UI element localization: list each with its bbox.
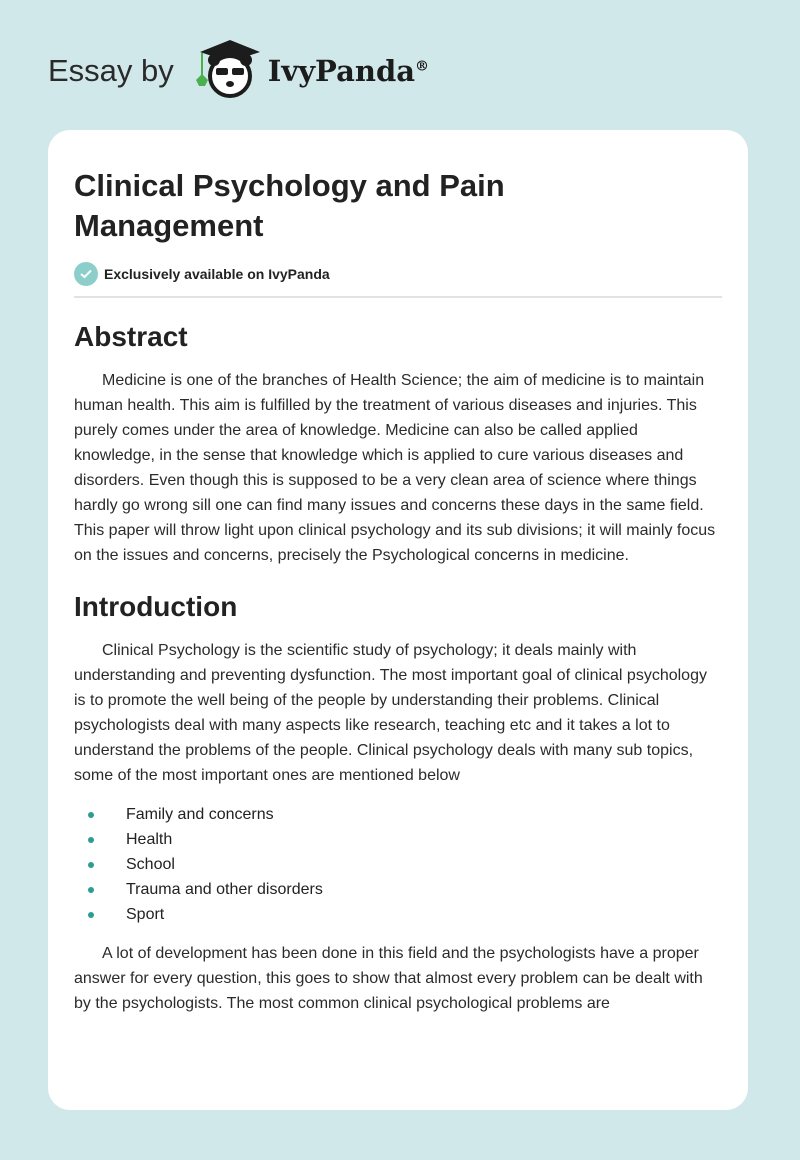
bullet-icon bbox=[88, 812, 94, 818]
site-header bbox=[48, 36, 429, 106]
check-icon bbox=[74, 262, 98, 286]
list-item-label: Health bbox=[126, 831, 173, 848]
registered-mark: ® bbox=[415, 58, 430, 75]
exclusive-label: Exclusively available on IvyPanda bbox=[104, 266, 330, 282]
list-item-label: Sport bbox=[126, 906, 165, 923]
paragraph: Medicine is one of the branches of Health Science; the aim of medicine is to maintain human health. This aim is fulfilled by the treatment of various diseases and injuries. This purely comes under the area of knowledge. Medicine can also be called applied knowledge, in the sense that knowledge which is applied to cure various diseases and disorders. Even though this is supposed to be a very clean area of science where things hardly go wrong sill one can find many issues and concerns these days in the same field. This paper will throw light upon clinical psychology and its sub divisions; it will mainly focus on the issues and concerns, precisely the Psychological concerns in medicine. bbox=[74, 372, 716, 564]
brand-name[interactable] bbox=[268, 54, 429, 88]
section-heading: Abstract bbox=[74, 321, 188, 352]
essay-title: Clinical Psychology and Pain Management bbox=[74, 168, 505, 243]
list-item-label: School bbox=[126, 856, 175, 873]
exclusive-badge bbox=[74, 262, 722, 286]
bullet-icon bbox=[88, 887, 94, 893]
paragraph: A lot of development has been done in this field and the psychologists have a proper answer for every question, this goes to show that almost every problem can be dealt with by the psychologists. The most common clinical psychological problems are bbox=[74, 945, 703, 1012]
list-item-label: Family and concerns bbox=[126, 806, 274, 823]
paragraph: Clinical Psychology is the scientific study of psychology; it deals mainly with understanding and preventing dysfunction. The most important goal of clinical psychology is to promote the well being of the people by understanding their problems. Clinical psychologists deal with many aspects like research, teaching etc and it takes a lot to understand the problems of the people. Clinical psychology deals with many sub topics, some of the most important ones are mentioned below bbox=[74, 642, 707, 784]
list-item-label: Trauma and other disorders bbox=[126, 881, 323, 898]
essay-card bbox=[48, 130, 748, 1110]
list-item bbox=[88, 827, 722, 852]
divider bbox=[74, 296, 722, 298]
section-heading: Introduction bbox=[74, 591, 238, 622]
topics-list bbox=[74, 802, 722, 927]
list-item bbox=[88, 902, 722, 927]
panda-logo-icon[interactable] bbox=[192, 38, 262, 105]
list-item bbox=[88, 877, 722, 902]
brand-text: IvyPanda bbox=[267, 54, 416, 88]
essay-by-label: Essay by bbox=[48, 53, 174, 88]
list-item bbox=[88, 802, 722, 827]
bullet-icon bbox=[88, 837, 94, 843]
list-item bbox=[88, 852, 722, 877]
bullet-icon bbox=[88, 912, 94, 918]
bullet-icon bbox=[88, 862, 94, 868]
